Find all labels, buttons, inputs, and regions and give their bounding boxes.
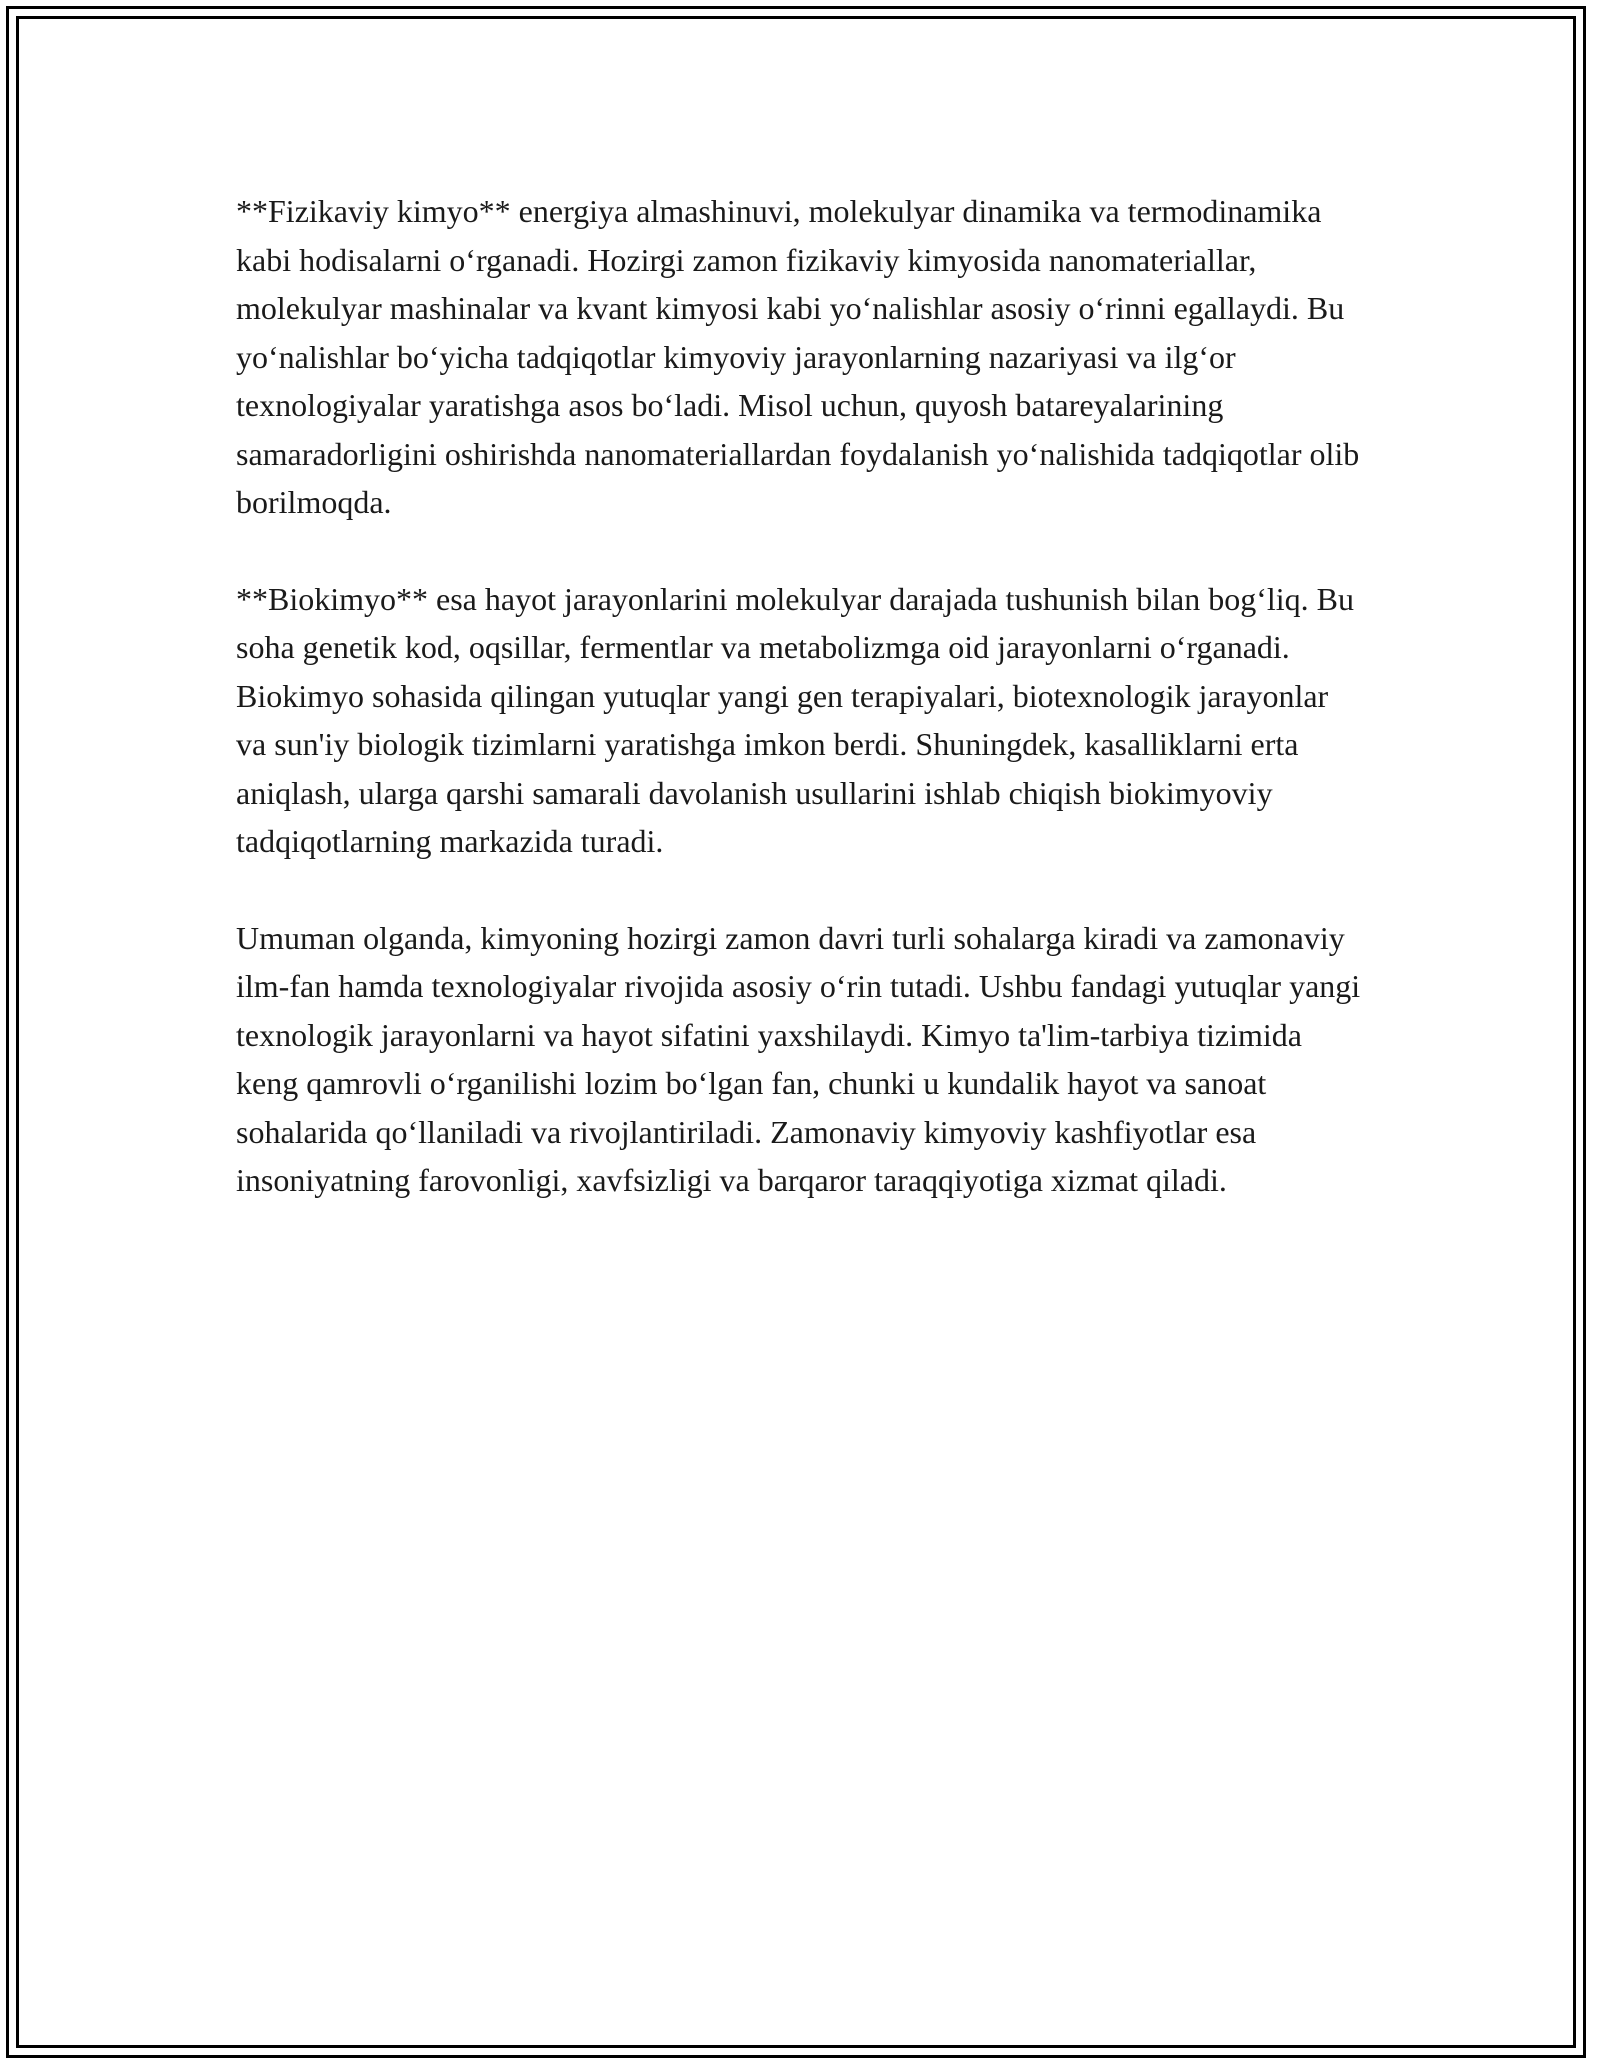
paragraph-physical-chemistry: **Fizikaviy kimyo** energiya almashinuvi, molekulyar dinamika va termodinamika kabi hodisalarni o‘rganadi. Hozirgi zamon fizikaviy kimyosida nanomateriallar, molekulyar mashinalar va kvant kimyosi kabi yo‘nalishlar asosiy o‘rinni egallaydi. Bu yo‘nalishlar bo‘yicha tadqiqotlar kimyoviy jarayonlarning nazariyasi va ilg‘or texnologiyalar yaratishga asos bo‘ladi. Misol uchun, quyosh batareyalarining samaradorligini oshirishda nanomateriallardan foydalanish yo‘nalishida tadqiqotlar olib borilmoqda.: [236, 193, 1360, 520]
paragraph-conclusion: Umuman olganda, kimyoning hozirgi zamon davri turli sohalarga kiradi va zamonaviy ilm-fan hamda texnologiyalar rivojida asosiy o‘rin tutadi. Ushbu fandagi yutuqlar yangi texnologik jarayonlarni va hayot sifatini yaxshilaydi. Kimyo ta'lim-tarbiya tizimida keng qamrovli o‘rganilishi lozim bo‘lgan fan, chunki u kundalik hayot va sanoat sohalarida qo‘llaniladi va rivojlantiriladi. Zamonaviy kimyoviy kashfiyotlar esa insoniyatning farovonligi, xavfsizligi va barqaror taraqqiyotiga xizmat qiladi.: [236, 919, 1361, 1198]
paragraph-biochemistry: **Biokimyo** esa hayot jarayonlarini molekulyar darajada tushunish bilan bog‘liq. Bu soha genetik kod, oqsillar, fermentlar va metabolizmga oid jarayonlarni o‘rganadi. Biokimyo sohasida qilingan yutuqlar yangi gen terapiyalari, biotexnologik jarayonlar va sun'iy biologik tizimlarni yaratishga imkon berdi. Shuningdek, kasalliklarni erta aniqlash, ularga qarshi samarali davolanish usullarini ishlab chiqish biokimyoviy tadqiqotlarning markazida turadi.: [236, 580, 1354, 859]
document-body: [236, 187, 1366, 1253]
